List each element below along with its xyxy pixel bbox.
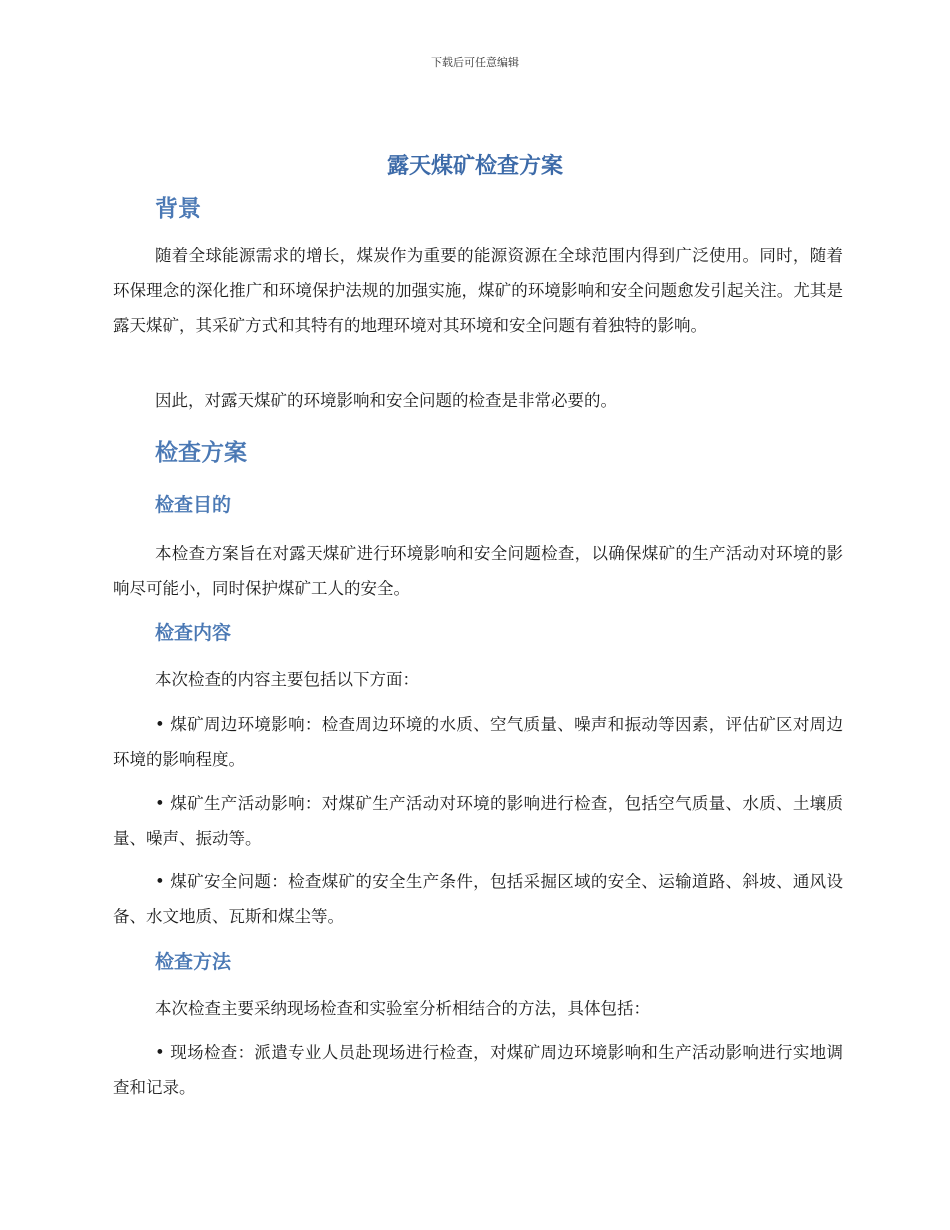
paragraph-purpose: 本检查方案旨在对露天煤矿进行环境影响和安全问题检查，以确保煤矿的生产活动对环境的影响尽可能小，同时保护煤矿工人的安全。 [113, 544, 843, 598]
subsection-heading-method: 检查方法 [155, 951, 232, 973]
paragraph-background-2: 因此，对露天煤矿的环境影响和安全问题的检查是非常必要的。 [155, 391, 617, 410]
paragraph-content-intro: 本次检查的内容主要包括以下方面： [155, 670, 419, 689]
page-header-note: 下载后可任意编辑 [431, 56, 519, 69]
subsection-heading-purpose: 检查目的 [155, 494, 232, 516]
subsection-heading-content: 检查内容 [155, 622, 232, 644]
paragraph-background-1: 随着全球能源需求的增长，煤炭作为重要的能源资源在全球范围内得到广泛使用。同时，随着环保理念的深化推广和环境保护法规的加强实施，煤矿的环境影响和安全问题愈发引起关注。尤其是露天煤矿，其采矿方式和其特有的地理环境对其环境和安全问题有着独特的影响。 [113, 246, 843, 335]
list-item-content-2: • 煤矿生产活动影响：对煤矿生产活动对环境的影响进行检查，包括空气质量、水质、土壤质量、噪声、振动等。 [113, 794, 843, 848]
section-heading-plan: 检查方案 [155, 440, 247, 466]
list-item-content-1: • 煤矿周边环境影响：检查周边环境的水质、空气质量、噪声和振动等因素，评估矿区对周边环境的影响程度。 [113, 715, 843, 769]
paragraph-method-intro: 本次检查主要采纳现场检查和实验室分析相结合的方法，具体包括： [155, 999, 650, 1018]
list-item-method-1: • 现场检查：派遣专业人员赴现场进行检查，对煤矿周边环境影响和生产活动影响进行实地调查和记录。 [113, 1043, 843, 1097]
document-title: 露天煤矿检查方案 [386, 154, 563, 179]
section-heading-background: 背景 [155, 196, 201, 222]
list-item-content-3: • 煤矿安全问题：检查煤矿的安全生产条件，包括采掘区域的安全、运输道路、斜坡、通风设备、水文地质、瓦斯和煤尘等。 [113, 872, 843, 926]
